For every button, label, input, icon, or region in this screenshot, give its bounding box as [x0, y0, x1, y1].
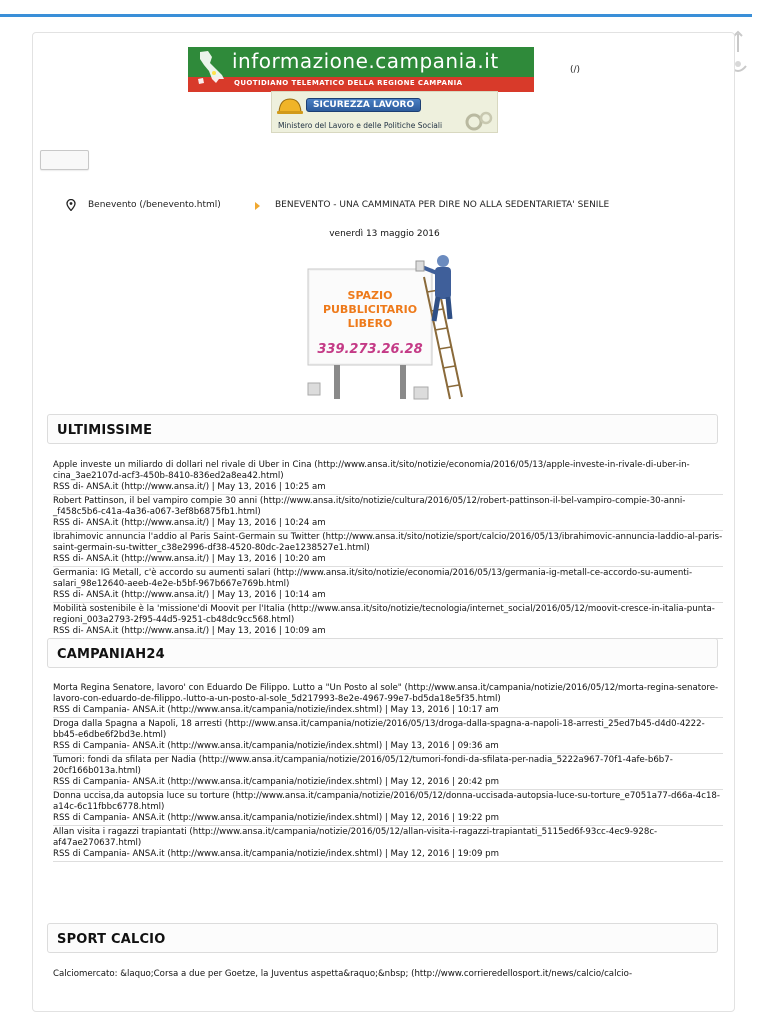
menu-toggle-button[interactable]: [40, 150, 89, 170]
list-item[interactable]: [53, 718, 723, 754]
news-meta: RSS di- ANSA.it (http://www.ansa.it/) | May 13, 2016 | 10:14 am: [53, 590, 326, 600]
news-meta: RSS di Campania- ANSA.it (http://www.ansa.it/campania/notizie/index.shtml) | May 12, 2016 | 20:42 pm: [53, 777, 499, 787]
list-item[interactable]: [53, 968, 723, 981]
ad-phone: 339.273.26.28: [317, 342, 423, 357]
page-date: venerdì 13 maggio 2016: [329, 229, 440, 239]
list-item[interactable]: [53, 682, 723, 718]
news-title[interactable]: Morta Regina Senatore, lavoro' con Eduardo De Filippo. Lutto a "Un Posto al sole" (http://www.ansa.it/campania/notizie/2016/05/12/morta-regina-senatore-lavoro-con-eduardo-de-filippo.-lutto-a-un-posto-al-sole_5d217993-8e2e-4967-99e7-bd5da18e5f35.html): [53, 683, 719, 704]
list-item[interactable]: [53, 754, 723, 790]
news-title[interactable]: Donna uccisa,da autopsia luce su torture (http://www.ansa.it/campania/notizie/2016/05/12/donna-uccisada-autopsia-luce-su-torture_e7051a77-d66a-4c18-a14c-6c11fbbc6778.html): [53, 791, 720, 812]
news-meta: RSS di- ANSA.it (http://www.ansa.it/) | May 13, 2016 | 10:09 am: [53, 626, 326, 636]
list-item[interactable]: [53, 495, 723, 531]
page-container: [32, 32, 735, 1012]
news-meta: RSS di Campania- ANSA.it (http://www.ansa.it/campania/notizie/index.shtml) | May 13, 2016 | 09:36 am: [53, 741, 499, 751]
logo-subtitle: QUOTIDIANO TELEMATICO DELLA REGIONE CAMPANIA: [234, 79, 463, 87]
news-meta: RSS di- ANSA.it (http://www.ansa.it/) | May 13, 2016 | 10:20 am: [53, 554, 326, 564]
home-link[interactable]: (/): [570, 65, 581, 75]
news-title[interactable]: Droga dalla Spagna a Napoli, 18 arresti (http://www.ansa.it/campania/notizie/2016/05/13/droga-dalla-spagna-a-napoli-18-arresti_25ed7b45-d4d0-4222-bb45-e6dbe6f2bd3e.html): [53, 719, 705, 740]
list-item[interactable]: [53, 567, 723, 603]
news-title[interactable]: Germania: IG Metall, c'è accordo su aumenti salari (http://www.ansa.it/sito/notizie/economia/2016/05/13/germania-ig-metall-ce-accordo-su-aumenti-salari_98e12640-aeeb-4e2e-b5bf-967b667e769b.html): [53, 568, 693, 589]
gears-icon: [464, 110, 494, 132]
section-header-ultimissime: ULTIMISSIME: [47, 414, 718, 444]
news-meta: RSS di Campania- ANSA.it (http://www.ansa.it/campania/notizie/index.shtml) | May 13, 2016 | 10:17 am: [53, 705, 499, 715]
list-item[interactable]: [53, 603, 723, 639]
breadcrumb-current: BENEVENTO - UNA CAMMINATA PER DIRE NO ALLA SEDENTARIETA' SENILE: [275, 200, 610, 210]
news-title[interactable]: Allan visita i ragazzi trapiantati (http://www.ansa.it/campania/notizie/2016/05/12/allan-visita-i-ragazzi-trapiantati_5115ed6f-93cc-4ec9-928c-af47ae270637.html): [53, 827, 658, 848]
ad-line-1: SPAZIO: [347, 289, 393, 302]
list-item[interactable]: [53, 459, 723, 495]
breadcrumb-arrow-icon: [255, 202, 260, 210]
news-title[interactable]: Ibrahimovic annuncia l'addio al Paris Saint-Germain su Twitter (http://www.ansa.it/sito/notizie/sport/calcio/2016/05/13/ibrahimovic-annuncia-laddio-al-paris-saint-germain-su-twitter_c38e2996-df38-4520-80dc-2ae1238527e1.html): [53, 532, 723, 553]
banner-subtitle: Ministero del Lavoro e delle Politiche Sociali: [278, 121, 443, 130]
feed-ultimissime: [53, 459, 723, 639]
sicurezza-lavoro-banner[interactable]: [271, 91, 498, 133]
news-title[interactable]: Apple investe un miliardo di dollari nel rivale di Uber in Cina (http://www.ansa.it/sito/notizie/economia/2016/05/13/apple-investe-in-rivale-di-uber-in-cina_3ae2107d-acf3-450b-8410-836ed2a8ea42.html): [53, 460, 690, 481]
feed-sport-calcio: [53, 968, 723, 981]
banner-title: SICUREZZA LAVORO: [306, 98, 421, 112]
ad-line-3: LIBERO: [347, 317, 393, 330]
news-meta: RSS di- ANSA.it (http://www.ansa.it/) | May 13, 2016 | 10:24 am: [53, 518, 326, 528]
feed-campaniah24: [53, 682, 723, 862]
news-meta: RSS di- ANSA.it (http://www.ansa.it/) | May 13, 2016 | 10:25 am: [53, 482, 326, 492]
news-title[interactable]: Robert Pattinson, il bel vampiro compie 30 anni (http://www.ansa.it/sito/notizie/cultura/2016/05/12/robert-pattinson-il-bel-vampiro-compie-30-anni-_f458c5b6-c41a-4a36-a067-3ef8b6875fb1.html): [53, 496, 686, 517]
section-header-campaniah24: CAMPANIAH24: [47, 638, 718, 668]
breadcrumb-benevento-link[interactable]: Benevento (/benevento.html): [88, 200, 221, 210]
ad-line-2: PUBBLICITARIO: [322, 303, 418, 316]
news-meta: RSS di Campania- ANSA.it (http://www.ansa.it/campania/notizie/index.shtml) | May 12, 2016 | 19:09 pm: [53, 849, 499, 859]
ad-banner-spazio-libero[interactable]: [304, 247, 470, 405]
helmet-icon: [276, 96, 304, 116]
map-pin-icon: [66, 199, 76, 211]
news-meta: RSS di Campania- ANSA.it (http://www.ansa.it/campania/notizie/index.shtml) | May 12, 2016 | 19:22 pm: [53, 813, 499, 823]
logo-title: informazione.campania.it: [232, 49, 499, 73]
list-item[interactable]: [53, 531, 723, 567]
news-title[interactable]: Calciomercato: &laquo;Corsa a due per Goetze, la Juventus aspetta&raquo;&nbsp; (http://www.corrieredellosport.it/news/calcio/calcio-: [53, 969, 633, 979]
list-item[interactable]: [53, 790, 723, 826]
top-accent-bar: [0, 14, 752, 17]
news-title[interactable]: Tumori: fondi da sfilata per Nadia (http://www.ansa.it/campania/notizie/2016/05/12/tumori-fondi-da-sfilata-per-nadia_5222a967-70f1-4afe-b6b7-20cf166b013a.html): [53, 755, 673, 776]
italy-map-icon: [194, 49, 228, 89]
site-logo[interactable]: [188, 47, 534, 92]
list-item[interactable]: [53, 826, 723, 862]
section-header-sport-calcio: SPORT CALCIO: [47, 923, 718, 953]
news-title[interactable]: Mobilità sostenibile è la 'missione'di Moovit per l'Italia (http://www.ansa.it/sito/notizie/tecnologia/internet_social/2016/05/12/moovit-cresce-in-italia-punta-regioni_003a2793-2f95-44d5-9251-cb48dc9cc568.html): [53, 604, 715, 625]
